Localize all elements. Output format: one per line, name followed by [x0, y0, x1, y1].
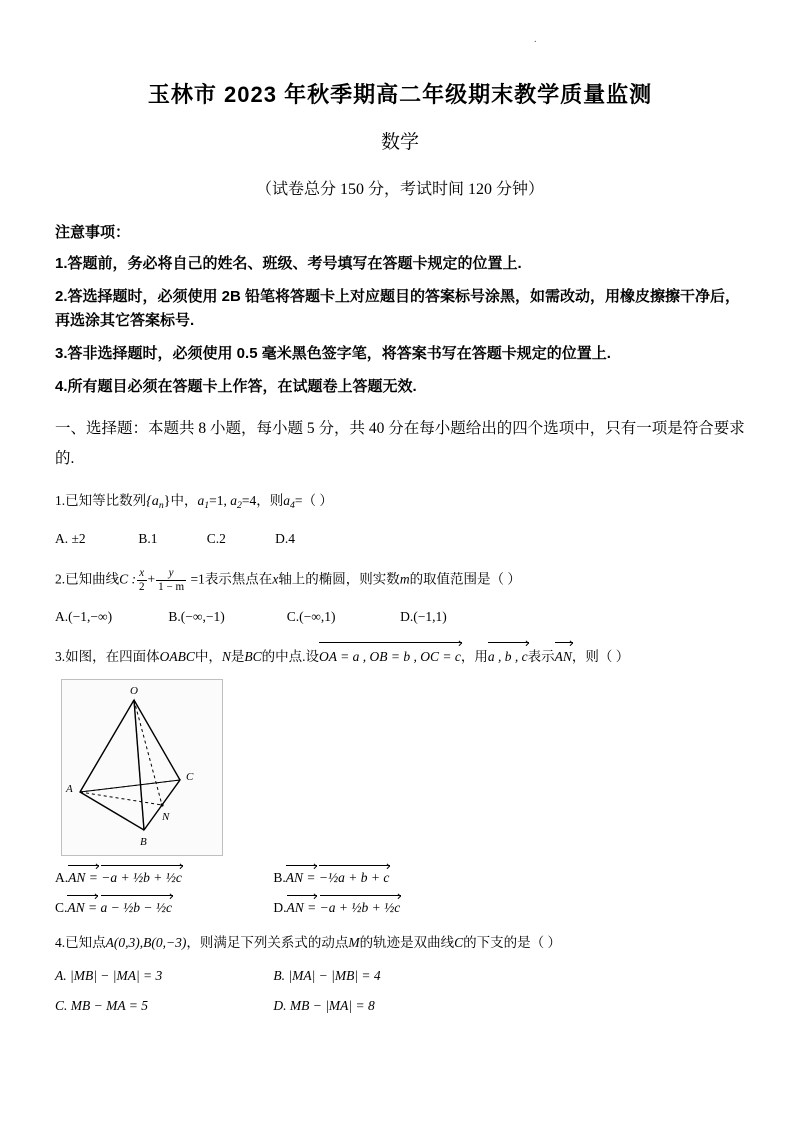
page-content — [55, 0, 745, 1014]
q3-option-a-lhs: AN = — [68, 869, 98, 885]
q2-frac1-num: x — [137, 567, 147, 581]
q4-option-d[interactable]: D. MB − |MA| = 8 — [273, 998, 375, 1014]
q2-frac2-num: y — [156, 567, 186, 581]
q2-parameter: m — [399, 571, 410, 587]
q1-sequence-sub: n — [158, 500, 164, 512]
notice-item-1: 1.答题前，务必将自己的姓名、班级、考号填写在答题卡规定的位置上. — [55, 255, 522, 272]
q3-vector-set-1: OA = a , OB = b , OC = c — [319, 646, 461, 669]
q1-a2-value: =4 — [241, 493, 257, 509]
q4-stem-a: 已知点 — [65, 934, 106, 950]
q3-option-c[interactable] — [55, 900, 270, 916]
q1-option-c[interactable]: C.2 — [206, 530, 226, 546]
q3-option-b-terms: −½a + b + c — [318, 869, 390, 885]
notice-item-2: 2.答选择题时，必须使用 2B 铅笔将答题卡上对应题目的答案标号涂黑，如需改动，用橡皮擦擦干净后，再选涂其它答案标号. — [55, 288, 741, 329]
q2-fraction-1 — [137, 567, 147, 593]
q3-point-n: N — [221, 648, 231, 664]
q1-stem-pre: 已知等比数列 — [65, 493, 147, 509]
q1-a1-value: =1, — [209, 493, 227, 509]
q3-option-d[interactable] — [273, 900, 400, 916]
q1-stem-end: ，则 — [256, 493, 284, 509]
q3-segment-bc: BC — [244, 648, 262, 664]
q3-stem-d: 的中点.设 — [261, 648, 320, 664]
question-1-options — [55, 527, 745, 551]
q3-option-b-label: B. — [273, 869, 286, 885]
figure-label-C: C — [186, 770, 194, 783]
q2-number: 2. — [55, 571, 66, 587]
notice-item-4: 4.所有题目必须在答题卡上作答，在试题卷上答题无效. — [55, 378, 417, 395]
q4-number: 4. — [55, 934, 66, 950]
q2-tail-a: 表示焦点在 — [204, 571, 273, 587]
q4-point-m: M — [348, 934, 360, 950]
notice-item-3: 3.答非选择题时，必须使用 0.5 毫米黑色签字笔，将答案书写在答题卡规定的位置上. — [55, 344, 611, 362]
q1-ask: a — [283, 493, 290, 509]
q3-stem-e: ，用 — [460, 648, 488, 664]
q2-frac1-den: 2 — [139, 580, 145, 593]
q3-option-d-label: D. — [273, 899, 287, 915]
q1-a1: a — [197, 493, 205, 509]
q3-stem-b: 中， — [194, 648, 222, 664]
q2-fraction-2 — [156, 567, 186, 593]
question-3-options-row-2 — [55, 900, 745, 916]
q2-option-a[interactable]: A.(−1,−∞) — [55, 609, 113, 625]
q3-option-c-lhs: AN = — [67, 899, 98, 915]
q2-option-c[interactable]: C.(−∞,1) — [286, 609, 336, 625]
q2-frac2-den: 1 − m — [158, 580, 185, 593]
figure-label-B: B — [140, 835, 147, 848]
q1-a1-sub: 1 — [204, 500, 210, 512]
q2-axis: x — [272, 571, 279, 587]
q2-tail-b: 轴上的椭圆，则实数 — [278, 571, 400, 587]
q4-curve-c: C — [454, 934, 464, 950]
q3-option-b-lhs: AN = — [285, 869, 316, 885]
q3-solid: OABC — [159, 648, 195, 664]
q3-option-c-label: C. — [55, 899, 68, 915]
q1-a2: a — [230, 493, 238, 509]
q3-stem-g: ，则（ ） — [571, 648, 630, 664]
q1-number: 1. — [55, 493, 66, 509]
q3-option-d-lhs: AN = — [286, 899, 317, 915]
q2-option-d[interactable]: D.(−1,1) — [400, 609, 447, 625]
q3-stem-f: 表示 — [527, 648, 555, 664]
q3-stem-c: 是 — [230, 648, 245, 664]
q3-option-c-terms: a − ½b − ½c — [100, 899, 172, 915]
q3-option-a[interactable] — [55, 870, 270, 886]
q2-curve-name: C : — [119, 571, 136, 587]
q4-stem-b: ，则满足下列关系式的动点 — [186, 934, 349, 950]
q4-option-b[interactable]: B. |MA| − |MB| = 4 — [273, 968, 381, 984]
q3-option-b[interactable] — [273, 870, 389, 886]
q4-option-c[interactable]: C. MB − MA = 5 — [55, 998, 148, 1014]
q1-ask-tail: =（ ） — [294, 493, 333, 509]
q1-option-b[interactable]: B.1 — [138, 530, 158, 546]
q4-stem-d: 的下支的是（ ） — [463, 934, 561, 950]
q2-plus: + — [147, 571, 156, 587]
subject-title: 数学 — [380, 132, 419, 153]
tetrahedron-svg — [62, 680, 220, 853]
q1-a2-sub: 2 — [237, 500, 242, 512]
q1-ask-sub: 4 — [290, 500, 295, 512]
question-4 — [55, 932, 745, 955]
q2-stem: 已知曲线 — [65, 571, 120, 587]
q2-tail-c: 的取值范围是（ ） — [409, 571, 521, 587]
question-3 — [55, 646, 745, 669]
question-3-options-row-1 — [55, 870, 745, 886]
q4-option-a[interactable]: A. |MB| − |MA| = 3 — [55, 968, 163, 984]
q2-option-b[interactable]: B.(−∞,−1) — [168, 609, 225, 625]
q1-option-a[interactable]: A. ±2 — [55, 530, 86, 546]
q1-stem-mid: 中， — [170, 493, 198, 509]
q3-vector-set-2: a , b , c — [488, 646, 528, 669]
figure-label-O: O — [130, 684, 138, 697]
question-1 — [55, 489, 745, 514]
question-2 — [55, 567, 745, 593]
q1-sequence: {a — [146, 493, 159, 510]
question-4-options-row-1 — [55, 968, 745, 984]
q3-option-a-terms: −a + ½b + ½c — [101, 869, 182, 885]
question-2-options — [55, 605, 745, 629]
q4-point-a: A(0,3), — [105, 934, 144, 950]
section-one-heading: 一、选择题：本题共 8 小题，每小题 5 分，共 40 分在每小题给出的四个选项中，只有一项是符合要求的. — [55, 420, 745, 467]
q3-option-a-label: A. — [55, 869, 69, 885]
tetrahedron-figure — [61, 679, 223, 856]
page-top-marker: . — [534, 34, 537, 45]
q1-option-d[interactable]: D.4 — [275, 530, 295, 546]
q3-target-vector: AN — [555, 646, 572, 669]
q1-sequence-close: } — [163, 493, 171, 510]
score-time-line: （试卷总分 150 分，考试时间 120 分钟） — [255, 181, 544, 198]
q4-stem-c: 的轨迹是双曲线 — [359, 934, 455, 950]
figure-label-N: N — [162, 810, 170, 823]
question-4-options-row-2 — [55, 998, 745, 1014]
page-title: 玉林市 2023 年秋季期高二年级期末教学质量监测 — [147, 82, 653, 107]
q4-point-b: B(0,−3) — [143, 934, 187, 950]
q3-option-d-terms: −a + ½b + ½c — [319, 899, 401, 915]
q3-stem-a: 如图，在四面体 — [65, 648, 160, 664]
q3-number: 3. — [55, 648, 66, 664]
q2-equals: =1 — [190, 571, 205, 587]
figure-label-A: A — [66, 782, 73, 795]
notice-heading: 注意事项： — [55, 224, 131, 241]
